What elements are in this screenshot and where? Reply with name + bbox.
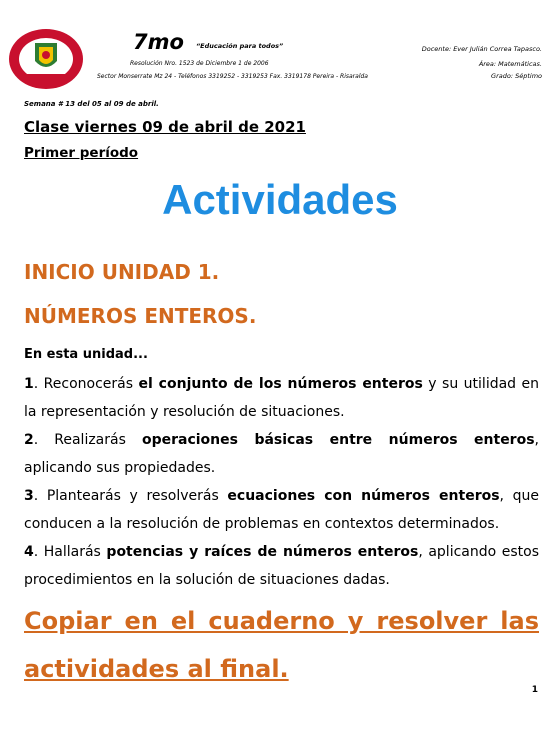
copy-instruction [24,597,539,693]
page-number: 1 [531,685,538,695]
unit-name-heading: NÚMEROS ENTEROS. [24,304,257,328]
objective-item: 4. Hallarás potencias y raíces de números enteros, aplicando estos procedimientos en la solución de situaciones dadas. [24,544,540,588]
objective-number: 1 [24,376,34,392]
class-date: Clase viernes 09 de abril de 2021 [24,118,306,136]
grade-label: 7mo [133,30,184,54]
objective-number: 4 [24,544,34,560]
period-label: Primer período [24,145,139,161]
week-range: Semana # 13 del 05 al 09 de abril. [24,100,159,108]
unit-intro: En esta unidad... [24,347,148,362]
grade-level: Grado: Séptimo [491,72,542,80]
teacher-name: Docente: Ever Julián Correa Tapasco. [421,45,542,53]
school-motto: “Educación para todos” [196,42,284,50]
school-crest-logo [7,27,85,91]
instruction-line-2: actividades al final. [24,655,289,683]
objective-number: 3 [24,488,34,504]
objective-item: 3. Plantearás y resolverás ecuaciones con números enteros, que conducen a la resolución de problemas en contextos determinados. [24,488,539,532]
unit-start-heading: INICIO UNIDAD 1. [24,260,220,284]
subject-area: Área: Matemáticas. [478,60,542,68]
instruction-line-1: Copiar en el cuaderno y resolver las [24,607,539,635]
objective-item: 1. Reconocerás el conjunto de los números enteros y su utilidad en la representación y resolución de situaciones. [24,376,540,420]
resolution-text: Resolución Nro. 1523 de Diciembre 1 de 2006 [130,60,269,67]
address-text: Sector Monserrate Mz 24 - Teléfonos 3319252 - 3319253 Fax. 3319178 Pereira - Risaralda [97,73,368,80]
page-title: Actividades [162,176,398,223]
objective-item: 2. Realizarás operaciones básicas entre números enteros, aplicando sus propiedades. [24,432,539,476]
objective-number: 2 [24,432,34,448]
